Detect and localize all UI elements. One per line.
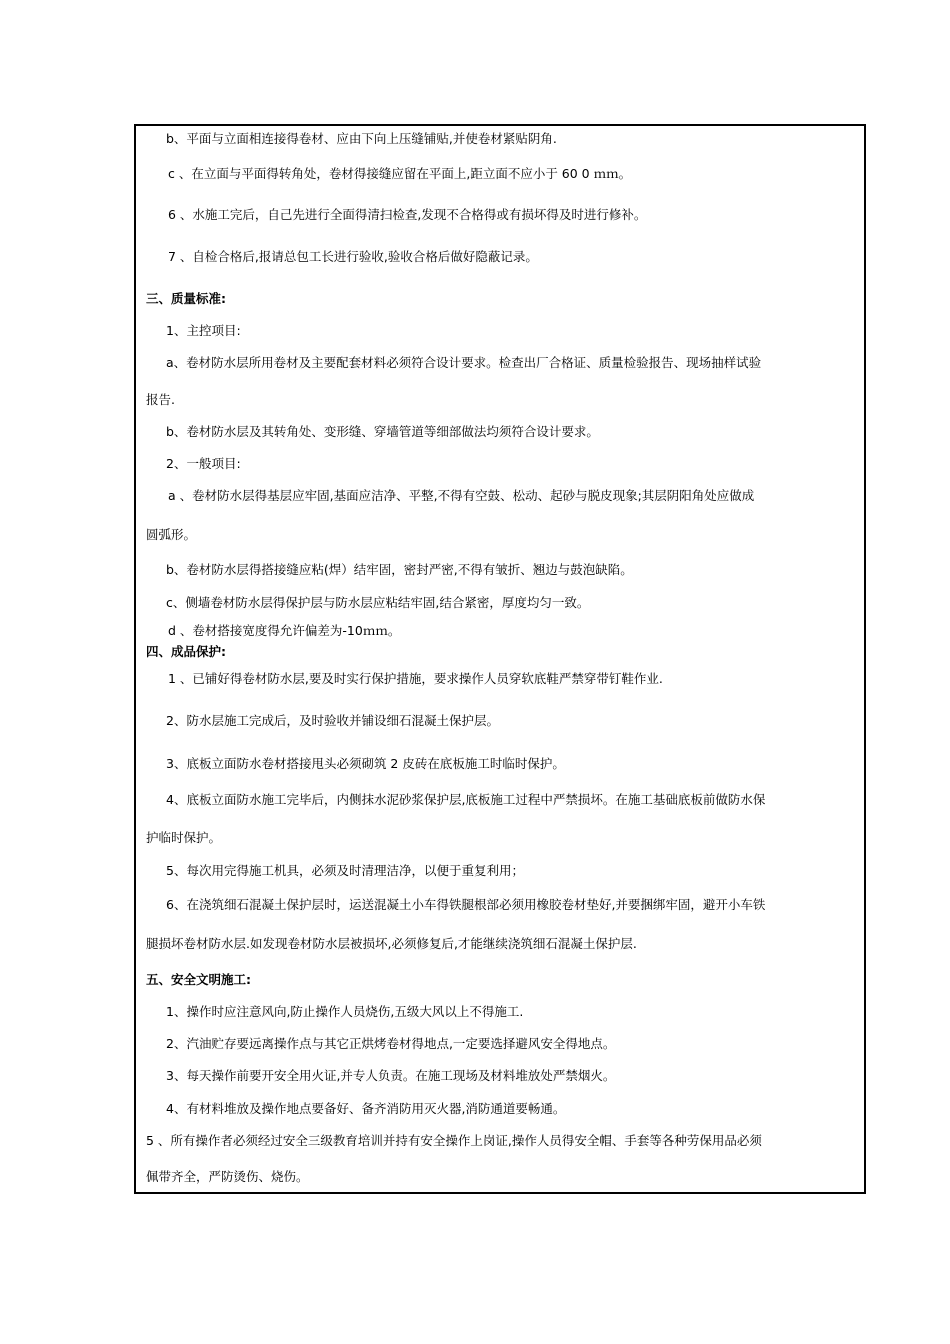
text-line: 5、每次用完得施工机具，必须及时清理洁净，以便于重复利用； [166, 863, 524, 878]
text-line: 2、一般项目: [166, 456, 241, 471]
text-line: 4、有材料堆放及操作地点要备好、备齐消防用灭火器,消防通道要畅通。 [166, 1101, 566, 1116]
text-line: 5 、所有操作者必须经过安全三级教育培训并持有安全操作上岗证,操作人员得安全帽、手套等各种劳保用品必须 [146, 1133, 762, 1148]
text-line: 7 、自检合格后,报请总包工长进行验收,验收合格后做好隐蔽记录。 [168, 249, 538, 264]
text-line: 腿损坏卷材防水层.如发现卷材防水层被损坏,必须修复后,才能继续浇筑细石混凝土保护层. [146, 936, 637, 951]
section-heading: 三、质量标准: [146, 291, 226, 306]
text-line: 1、主控项目: [166, 323, 241, 338]
text-line: 4、底板立面防水施工完毕后，内侧抹水泥砂浆保护层,底板施工过程中严禁损坏。在施工基础底板前做防水保 [166, 792, 766, 807]
text-line: 1、操作时应注意风向,防止操作人员烧伤,五级大风以上不得施工. [166, 1004, 524, 1019]
content-frame [134, 124, 866, 1194]
text-line: b、卷材防水层得搭接缝应粘(焊）结牢固，密封严密,不得有皱折、翘边与鼓泡缺陷。 [166, 562, 633, 577]
text-line: 报告. [146, 392, 175, 407]
text-line: 佩带齐全，严防烫伤、烧伤。 [146, 1169, 309, 1184]
text-line: 1 、已铺好得卷材防水层,要及时实行保护措施，要求操作人员穿软底鞋严禁穿带钉鞋作业. [168, 671, 663, 686]
section-heading: 五、安全文明施工: [146, 972, 251, 987]
text-line: 2、汽油贮存要远离操作点与其它正烘烤卷材得地点,一定要选择避风安全得地点。 [166, 1036, 616, 1051]
text-line: 6、在浇筑细石混凝土保护层时，运送混凝土小车得铁腿根部必须用橡胶卷材垫好,并要捆绑牢固，避开小车铁 [166, 897, 766, 912]
text-line: d 、卷材搭接宽度得允许偏差为-10ｍｍ。 [168, 623, 401, 638]
text-line: 3、每天操作前要开安全用火证,并专人负责。在施工现场及材料堆放处严禁烟火。 [166, 1068, 616, 1083]
text-line: b、平面与立面相连接得卷材、应由下向上压缝铺贴,并使卷材紧贴阴角. [166, 131, 557, 146]
text-line: 6 、水施工完后，自己先进行全面得清扫检查,发现不合格得或有损坏得及时进行修补。 [168, 207, 647, 222]
text-line: a、卷材防水层所用卷材及主要配套材料必须符合设计要求。检查出厂合格证、质量检验报告、现场抽样试验 [166, 355, 762, 370]
text-line: 圆弧形。 [146, 527, 197, 542]
text-line: b、卷材防水层及其转角处、变形缝、穿墙管道等细部做法均须符合设计要求。 [166, 424, 599, 439]
text-line: c、侧墙卷材防水层得保护层与防水层应粘结牢固,结合紧密，厚度均匀一致。 [166, 595, 590, 610]
text-line: 护临时保护。 [146, 830, 222, 845]
text-line: a 、卷材防水层得基层应牢固,基面应洁净、平整,不得有空鼓、松动、起砂与脱皮现象;其层阴阳角处应做成 [168, 488, 755, 503]
section-heading: 四、成品保护: [146, 644, 226, 659]
text-line: c 、在立面与平面得转角处，卷材得接缝应留在平面上,距立面不应小于 60 0 ｍｍ。 [168, 166, 632, 181]
text-line: 3、底板立面防水卷材搭接甩头必须砌筑 2 皮砖在底板施工时临时保护。 [166, 756, 565, 771]
text-line: 2、防水层施工完成后，及时验收并铺设细石混凝土保护层。 [166, 713, 499, 728]
